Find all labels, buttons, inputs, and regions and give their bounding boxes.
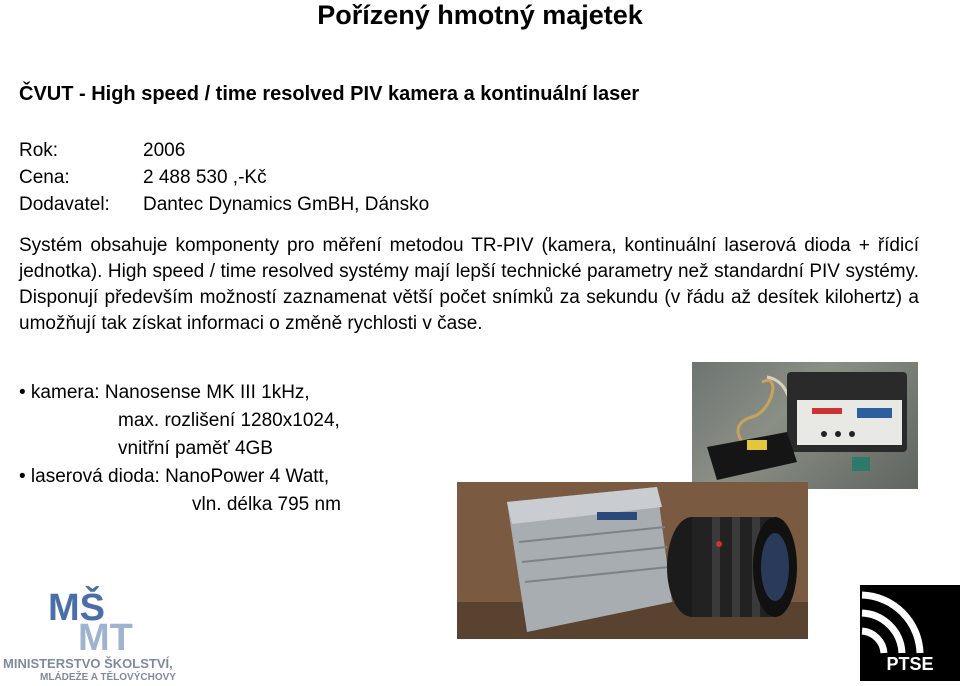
info-row-supplier [19, 191, 429, 218]
subtitle: ČVUT - High speed / time resolved PIV kamera a kontinuální laser [19, 83, 640, 105]
ptse-label: PTSE [886, 654, 934, 674]
spec-camera: • kamera: Nanosense MK III 1kHz, [19, 382, 310, 403]
info-label: Dodavatel: [19, 194, 110, 215]
specs-list [19, 379, 341, 519]
camera-photo [457, 482, 808, 639]
msmt-logo [0, 578, 205, 681]
info-row-year [19, 137, 429, 164]
msmt-line2: MLÁDEŽE A TĚLOVÝCHOVY [40, 672, 176, 681]
description-paragraph: Systém obsahuje komponenty pro měření metodou TR-PIV (kamera, kontinuální laserová dioda + řídicí jednotka). High speed / time resolved systémy mají lepší technické parametry než standardní PIV systémy. Disponují především možností zaznamenat větší počet snímků za sekundu (v řádu až desítek kilohertz) a umožňují tak získat informaci o změně rychlosti v čase. [19, 235, 919, 334]
spec-laser: • laserová dioda: NanoPower 4 Watt, [19, 466, 330, 487]
svg-text:MŠ: MŠ [48, 587, 105, 629]
info-label: Rok: [19, 140, 59, 161]
ptse-logo [860, 585, 960, 681]
msmt-line1: MINISTERSTVO ŠKOLSTVÍ, [3, 656, 173, 671]
info-row-price [19, 164, 429, 191]
info-table [19, 137, 429, 218]
spec-camera-memory: vnitřní paměť 4GB [118, 438, 273, 459]
info-value: 2006 [143, 140, 186, 161]
page-title: Pořízený hmotný majetek [317, 0, 643, 30]
spec-laser-wavelength: vln. délka 795 nm [192, 494, 341, 515]
info-value: 2 488 530 ,-Kč [143, 167, 267, 188]
laser-unit-photo [692, 362, 918, 489]
svg-text:MT: MT [78, 617, 133, 659]
info-label: Cena: [19, 167, 70, 188]
spec-camera-resolution: max. rozlišení 1280x1024, [118, 410, 340, 431]
info-value: Dantec Dynamics GmBH, Dánsko [143, 194, 430, 215]
